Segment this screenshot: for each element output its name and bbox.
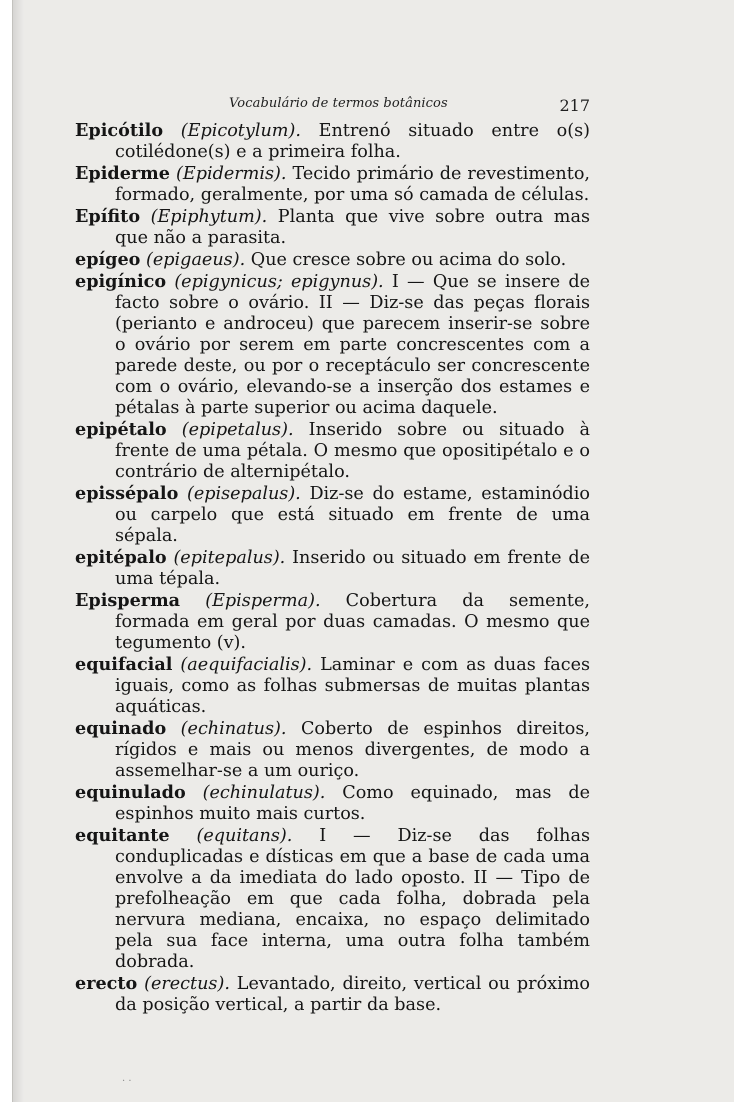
dictionary-entry bbox=[75, 547, 590, 590]
entry-definition: Inserido sobre ou situado à frente de uma pétala. O mesmo que opositipétalo e o contrário de alternipétalo. bbox=[115, 420, 591, 482]
entry-term: Episperma bbox=[75, 590, 181, 611]
entry-term: Epicótilo bbox=[75, 120, 164, 141]
entry-latin-name: (epigynicus; epigynus). bbox=[174, 272, 384, 292]
entry-definition: Tecido primário de revestimento, formado, geralmente, por uma só camada de células. bbox=[115, 164, 591, 205]
page-number: 217 bbox=[559, 96, 590, 115]
entry-definition: Como equinado, mas de espinhos muito mais curtos. bbox=[115, 783, 590, 824]
entry-latin-name: (aequifacialis). bbox=[180, 655, 313, 675]
entry-definition: Que cresce sobre ou acima do solo. bbox=[250, 250, 567, 270]
page-content bbox=[75, 96, 590, 1016]
entry-term: epipétalo bbox=[75, 419, 167, 440]
entry-term: erecto bbox=[75, 973, 138, 994]
entry-term: equitante bbox=[75, 825, 170, 846]
running-title: Vocabulário de termos botânicos bbox=[229, 96, 448, 111]
dictionary-entry bbox=[75, 782, 590, 825]
entry-latin-name: (echinatus). bbox=[180, 719, 287, 739]
entry-term: equinado bbox=[75, 718, 167, 739]
dictionary-entry bbox=[75, 483, 590, 547]
entry-definition: Inserido ou situado em frente de uma tépala. bbox=[115, 548, 590, 589]
dictionary-entry bbox=[75, 825, 590, 973]
dictionary-entry bbox=[75, 590, 590, 654]
page-header bbox=[75, 96, 590, 118]
entry-latin-name: (equitans). bbox=[196, 826, 293, 846]
dictionary-entry bbox=[75, 206, 590, 249]
scan-dust-mark: · · bbox=[122, 1076, 132, 1087]
dictionary-entry bbox=[75, 249, 590, 271]
entry-term: epígeo bbox=[75, 249, 141, 270]
entry-definition: Planta que vive sobre outra mas que não a parasita. bbox=[115, 207, 591, 248]
entry-latin-name: (Epidermis). bbox=[176, 164, 287, 184]
entry-definition: Entrenó situado entre o(s) cotilédone(s) e a primeira folha. bbox=[115, 121, 591, 162]
dictionary-entry bbox=[75, 419, 590, 483]
entry-term: Epiderme bbox=[75, 163, 170, 184]
entry-latin-name: (epitepalus). bbox=[173, 548, 286, 568]
entry-latin-name: (episepalus). bbox=[186, 484, 301, 504]
entry-latin-name: (erectus). bbox=[144, 974, 230, 994]
entry-definition: I — Diz-se das folhas conduplicadas e dísticas em que a base de cada uma envolve a da imediata do lado oposto. II — Tipo de prefolheação em que cada folha, dobrada pela nervura mediana, encaixa, no espaço delimitado pela sua face interna, uma outra folha também dobrada. bbox=[115, 826, 591, 972]
dictionary-entry bbox=[75, 120, 590, 163]
dictionary-entry bbox=[75, 654, 590, 718]
entry-term: epitépalo bbox=[75, 547, 167, 568]
entry-definition: I — Que se insere de facto sobre o ovário. II — Diz-se das peças florais (perianto e androceu) que parecem inserir-se sobre o ovário por serem em parte concrescentes com a parede deste, ou por o receptáculo ser concrescente com o ovário, elevando-se a inserção dos estames e pétalas à parte superior ou acima daquele. bbox=[115, 272, 590, 418]
entry-definition: Cobertura da semente, formada em geral por duas camadas. O mesmo que tegumento (v). bbox=[115, 591, 590, 653]
dictionary-entry bbox=[75, 163, 590, 206]
entry-latin-name: (epipetalus). bbox=[181, 420, 294, 440]
entry-latin-name: (Epiphytum). bbox=[150, 207, 268, 227]
entry-definition: Coberto de espinhos direitos, rígidos e mais ou menos divergentes, de modo a assemelhar-se a um ouriço. bbox=[115, 719, 591, 781]
entry-term: equinulado bbox=[75, 782, 186, 803]
entry-latin-name: (epigaeus). bbox=[146, 250, 246, 270]
entry-term: epigínico bbox=[75, 271, 167, 292]
entry-definition: Levantado, direito, vertical ou próximo da posição vertical, a partir da base. bbox=[115, 974, 591, 1015]
entry-definition: Laminar e com as duas faces iguais, como as folhas submersas de muitas plantas aquáticas. bbox=[115, 655, 591, 717]
entry-term: epissépalo bbox=[75, 483, 179, 504]
dictionary-entry bbox=[75, 718, 590, 782]
page-gutter-shadow bbox=[12, 0, 24, 1102]
entry-term: Epífito bbox=[75, 206, 141, 227]
entry-latin-name: (Episperma). bbox=[205, 591, 321, 611]
entry-term: equifacial bbox=[75, 654, 173, 675]
entry-definition: Diz-se do estame, estaminódio ou carpelo que está situado em frente de uma sépala. bbox=[115, 484, 591, 546]
entry-latin-name: (Epicotylum). bbox=[180, 121, 301, 141]
dictionary-entry bbox=[75, 973, 590, 1016]
dictionary-entry bbox=[75, 271, 590, 419]
entry-latin-name: (echinulatus). bbox=[202, 783, 326, 803]
